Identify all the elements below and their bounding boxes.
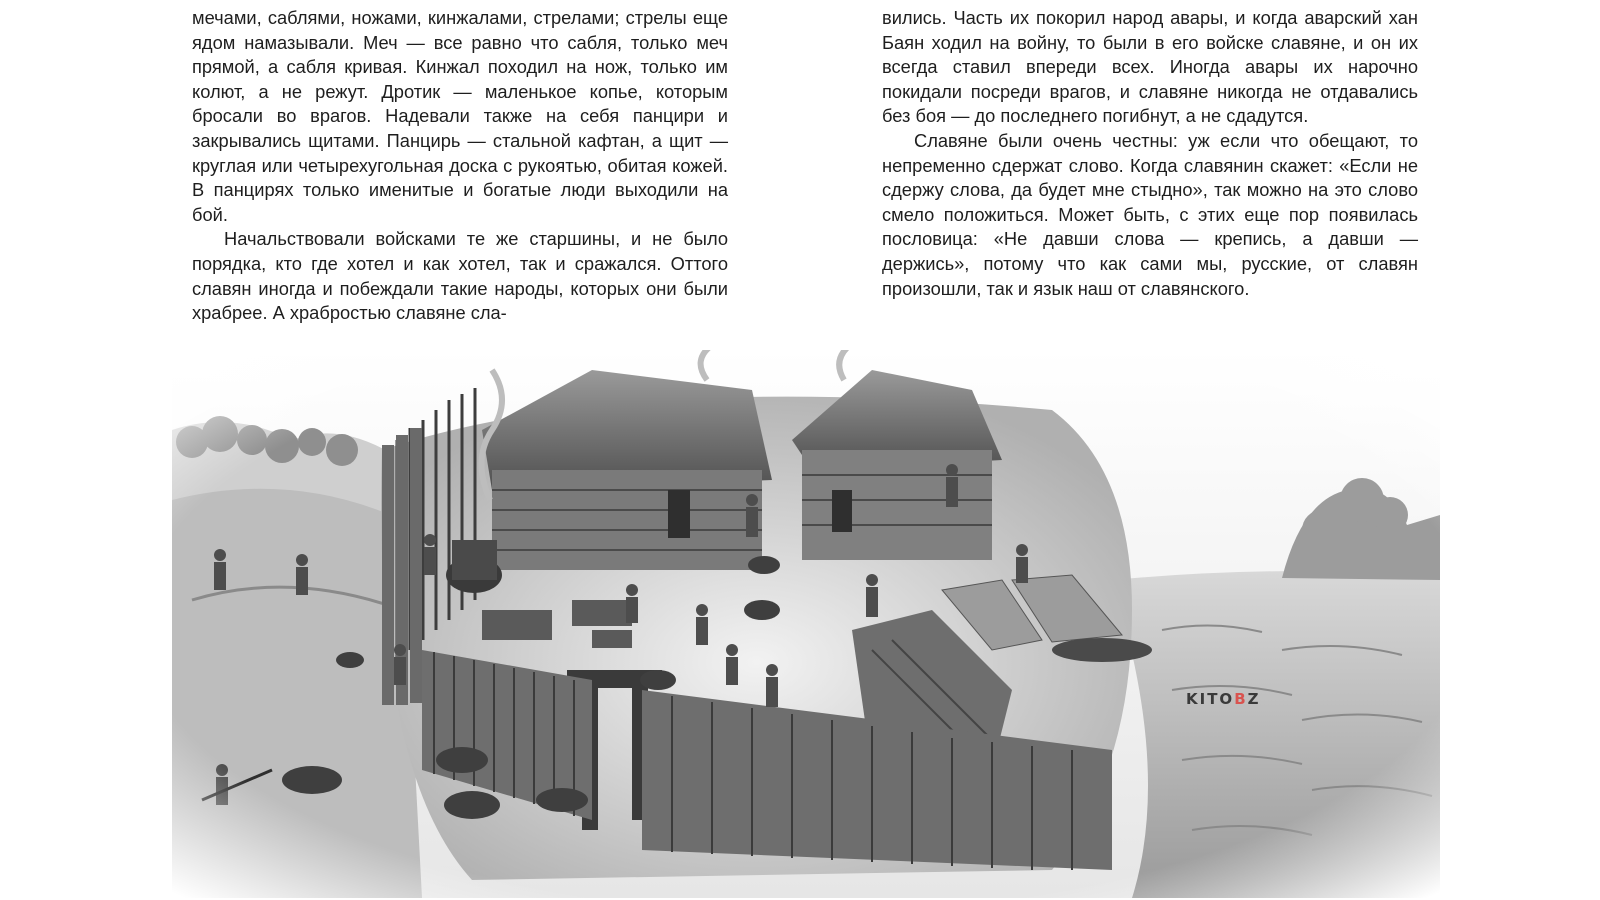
settlement-drawing	[172, 350, 1440, 898]
paragraph: Славяне были очень честны: уж если что обещают, то непременно сдержат слово. Когда славянин скажет: «Если не сдержу слова, да будет мне стыдно», так можно на это слово смело положиться. Может быть, с этих еще пор появилась пословица: «Не давши слова — крепись, а давши — держись», потому что как сами мы, русские, от славян произошли, так и язык наш от славянского.	[882, 129, 1418, 299]
slavic-settlement-illustration	[172, 350, 1440, 898]
vignette	[172, 350, 1440, 898]
watermark-prefix: KITO	[1186, 690, 1235, 708]
right-text-column	[882, 6, 1418, 301]
watermark-mark: B	[1234, 690, 1248, 708]
paragraph: Начальствовали войсками те же старшины, и не было порядка, кто где хотел и как хотел, так и сражался. Оттого славян иногда и побеждали такие народы, которых они были храбрее. А храбростью славяне сла-	[192, 228, 728, 324]
watermark-suffix: Z	[1247, 690, 1261, 708]
watermark	[1186, 690, 1261, 708]
paragraph: мечами, саблями, ножами, кинжалами, стрелами; стрелы еще ядом намазывали. Меч — все равно что сабля, только меч прямой, а сабля кривая. Кинжал походил на нож, только им колют, а не режут. Дротик — маленькое копье, которым бросали во врагов. Надевали также на себя панцири и закрывались щитами. Панцирь — стальной кафтан, а щит — круглая или четырехугольная доска с рукоятью, обитая кожей. В панцирях только именитые и богатые люди выходили на бой.	[192, 7, 728, 225]
paragraph: вились. Часть их покорил народ авары, и когда аварский хан Баян ходил на войну, то были в его войске славяне, и он их всегда ставил впереди всех. Иногда авары их нарочно покидали посреди врагов, и славяне никогда не отдавались без боя — до последнего погибнут, а не сдадутся.	[882, 7, 1418, 127]
left-text-column	[192, 6, 728, 326]
